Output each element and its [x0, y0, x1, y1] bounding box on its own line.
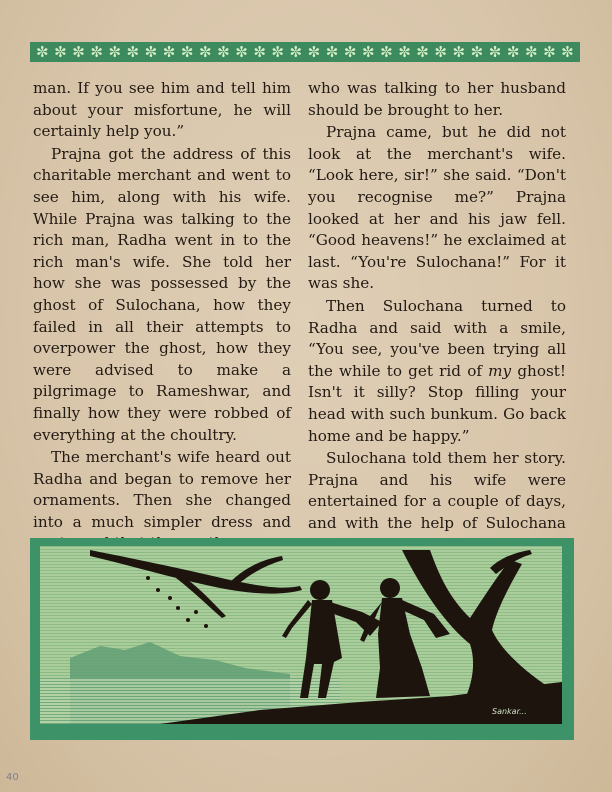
right-text-column [308, 78, 566, 556]
ornament-motif: ✼ [470, 43, 484, 61]
paragraph: man. If you see him and tell him about your misfortune, he will certainly help you.” [33, 79, 291, 141]
ornament-motif: ✼ [162, 43, 176, 61]
ornament-motif: ✼ [54, 43, 67, 61]
ornament-motif: ✼ [325, 43, 339, 61]
ornament-motif: ✼ [253, 43, 266, 61]
ornament-motif: ✼ [126, 43, 140, 61]
ornamental-border [30, 42, 580, 62]
ornament-motif: ✼ [217, 43, 230, 61]
ornament-motif: ✼ [416, 43, 429, 61]
ornament-motif: ✼ [271, 43, 284, 61]
paragraph: who was talking to her husband should be brought to her. [308, 79, 566, 119]
ornament-motif: ✼ [36, 43, 49, 61]
ornament-motif: ✼ [543, 43, 556, 61]
paragraph: Then Sulochana turned to Radha and said with a smile, “You see, you've been trying all the while to get rid of my ghost! Isn't it silly? Stop filling your head with such bunkum. Go back home and be happy.” [308, 296, 566, 445]
ornament-motif: ✼ [144, 43, 158, 61]
ornament-motif: ✼ [452, 43, 466, 61]
artist-signature: Sankar... [492, 707, 527, 716]
paragraph: Prajna got the address of this charitable merchant and went to see him, along with his wife. While Prajna was talking to the rich man, Radha went in to the rich man's wife. She told her how she was possessed by the ghost of Sulochana, how they failed in all their attempts to overpower the ghost, how they were advised to make a pilgrimage to Rameshwar, and finally how they were robbed of everything at the choultry. [33, 144, 291, 444]
ornament-motif: ✼ [561, 43, 574, 61]
ornament-motif: ✼ [343, 43, 357, 61]
ornament-motif: ✼ [180, 43, 194, 61]
emphasis: my [488, 361, 512, 380]
ornament-motif: ✼ [488, 43, 502, 61]
story-illustration [30, 538, 574, 740]
ornament-motif: ✼ [307, 43, 321, 61]
ornament-motif: ✼ [361, 43, 375, 61]
ornament-motif: ✼ [506, 43, 520, 61]
ornament-motif: ✼ [198, 43, 212, 61]
left-text-column [33, 78, 291, 555]
ornament-motif: ✼ [398, 43, 411, 61]
paragraph: Sulochana told them her story. Prajna and his wife were entertained for a couple of days, and with the help of Sulochana [308, 449, 566, 532]
paragraph: The merchant's wife heard out Radha and began to remove her ornaments. Then she changed into a much simpler dress and [33, 448, 291, 531]
ornament-motif: ✼ [380, 43, 393, 61]
ornament-motif: ✼ [108, 43, 122, 61]
ornament-motif: ✼ [524, 43, 538, 61]
ornament-motif: ✼ [235, 43, 248, 61]
page-number: 40 [6, 772, 19, 783]
paragraph: Prajna came, but he did not look at the merchant's wife. “Look here, sir!” she said. “Don't you recognise me?” Prajna looked at her and his jaw fell. “Good heavens!” he exclaimed at last. “You're Sulochana!” For it was she. [308, 123, 566, 293]
ornament-motif: ✼ [434, 43, 447, 61]
silhouette-scene [30, 538, 574, 740]
ornament-motif: ✼ [289, 43, 303, 61]
ornament-motif: ✼ [72, 43, 85, 61]
ornament-motif: ✼ [90, 43, 103, 61]
